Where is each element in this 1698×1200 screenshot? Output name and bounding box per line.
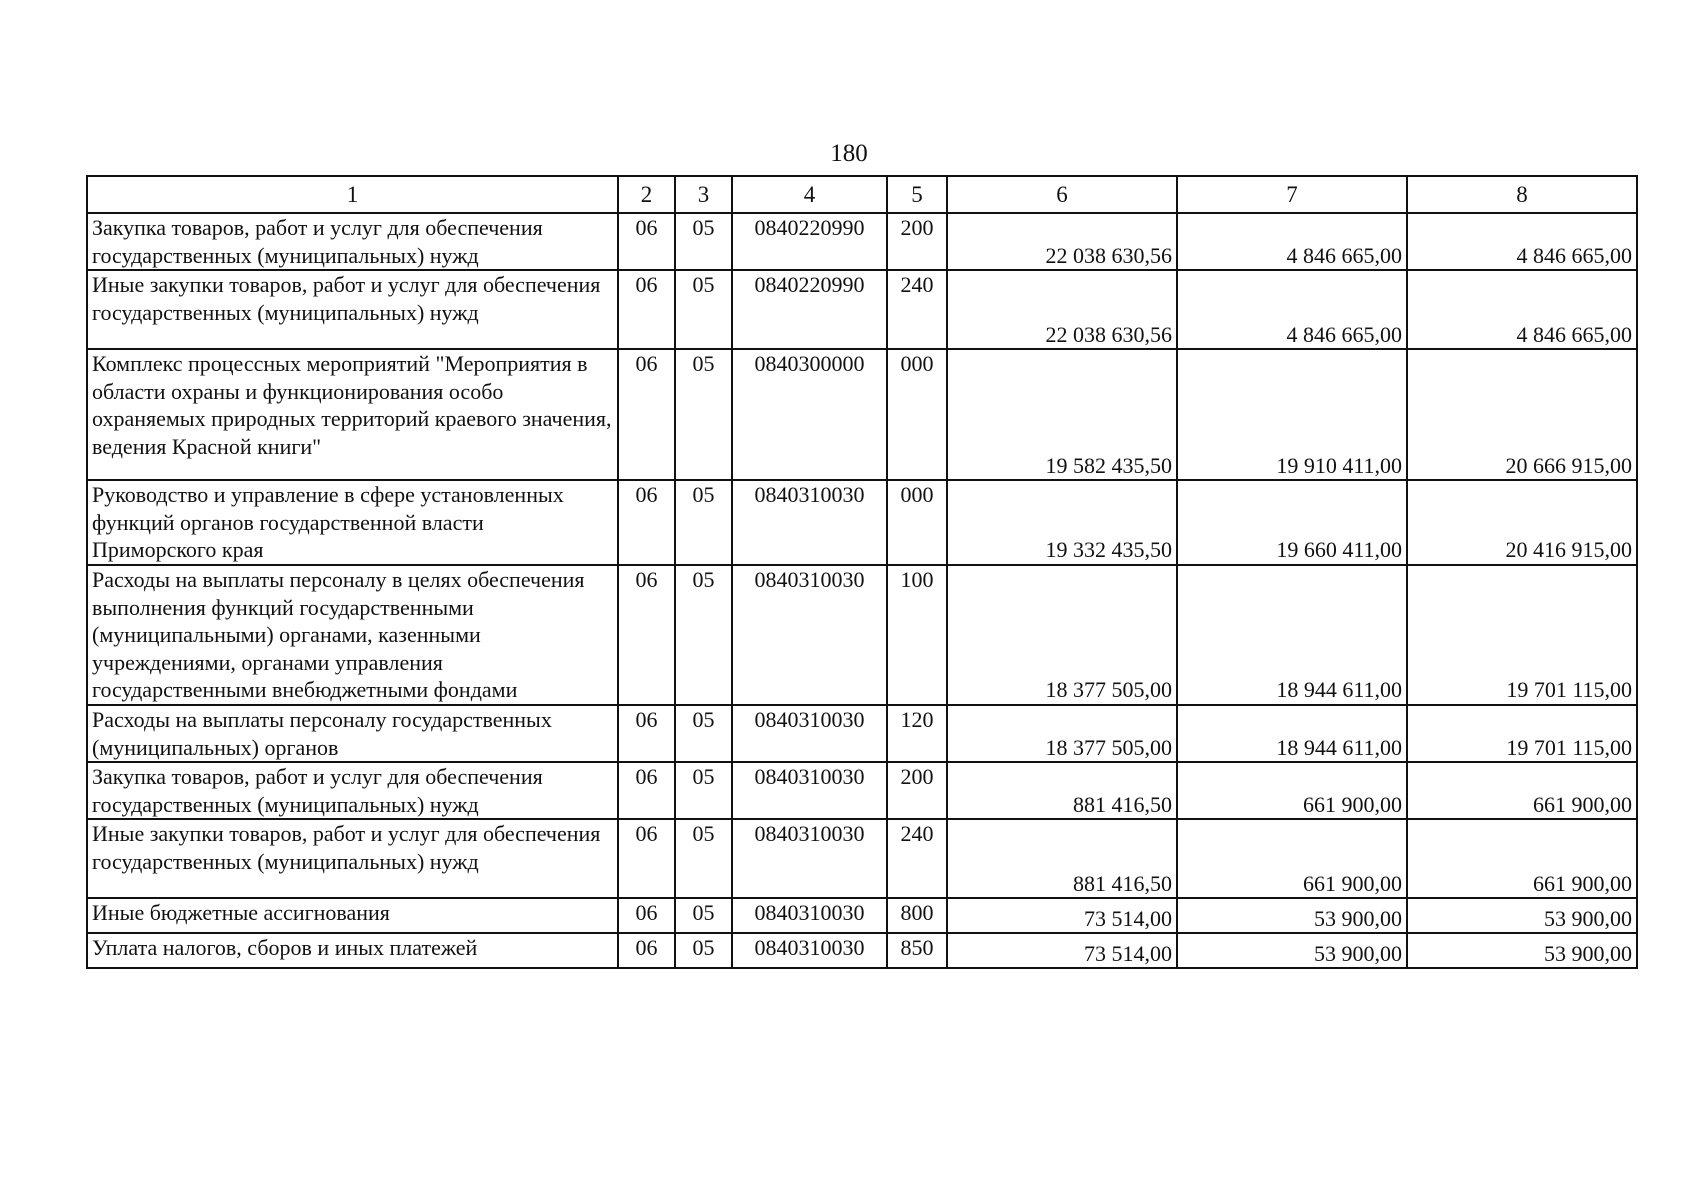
amount-col8-cell: 53 900,00 bbox=[1407, 933, 1637, 968]
target-article-cell: 0840310030 bbox=[732, 480, 887, 565]
amount-col6-cell: 22 038 630,56 bbox=[947, 213, 1177, 270]
amount-col6-cell: 19 582 435,50 bbox=[947, 349, 1177, 480]
amount-col7-cell: 18 944 611,00 bbox=[1177, 705, 1407, 762]
expense-type-cell: 200 bbox=[887, 762, 947, 819]
amount-col6-cell: 18 377 505,00 bbox=[947, 705, 1177, 762]
table-row bbox=[87, 480, 1637, 565]
expense-type-cell: 800 bbox=[887, 898, 947, 933]
expense-type-cell: 100 bbox=[887, 565, 947, 705]
amount-col7-cell: 4 846 665,00 bbox=[1177, 213, 1407, 270]
table-row bbox=[87, 819, 1637, 898]
section-code-cell: 06 bbox=[618, 213, 675, 270]
row-name-cell: Закупка товаров, работ и услуг для обеспечения государственных (муниципальных) нужд bbox=[87, 762, 618, 819]
amount-col8-cell: 19 701 115,00 bbox=[1407, 705, 1637, 762]
subsection-code-cell: 05 bbox=[675, 213, 732, 270]
expense-type-cell: 120 bbox=[887, 705, 947, 762]
column-header-3: 3 bbox=[675, 176, 732, 213]
amount-col6-cell: 19 332 435,50 bbox=[947, 480, 1177, 565]
subsection-code-cell: 05 bbox=[675, 565, 732, 705]
section-code-cell: 06 bbox=[618, 349, 675, 480]
table-row bbox=[87, 933, 1637, 968]
table-row bbox=[87, 762, 1637, 819]
section-code-cell: 06 bbox=[618, 898, 675, 933]
amount-col8-cell: 20 416 915,00 bbox=[1407, 480, 1637, 565]
section-code-cell: 06 bbox=[618, 480, 675, 565]
amount-col7-cell: 53 900,00 bbox=[1177, 898, 1407, 933]
budget-table bbox=[86, 175, 1638, 969]
amount-col8-cell: 19 701 115,00 bbox=[1407, 565, 1637, 705]
subsection-code-cell: 05 bbox=[675, 933, 732, 968]
table-row bbox=[87, 565, 1637, 705]
subsection-code-cell: 05 bbox=[675, 819, 732, 898]
target-article-cell: 0840310030 bbox=[732, 933, 887, 968]
row-name-cell: Иные закупки товаров, работ и услуг для обеспечения государственных (муниципальных) нужд bbox=[87, 270, 618, 349]
column-header-1: 1 bbox=[87, 176, 618, 213]
amount-col7-cell: 661 900,00 bbox=[1177, 762, 1407, 819]
amount-col7-cell: 18 944 611,00 bbox=[1177, 565, 1407, 705]
section-code-cell: 06 bbox=[618, 270, 675, 349]
target-article-cell: 0840220990 bbox=[732, 270, 887, 349]
row-name-cell: Руководство и управление в сфере установленных функций органов государственной власти Приморского края bbox=[87, 480, 618, 565]
amount-col8-cell: 661 900,00 bbox=[1407, 762, 1637, 819]
section-code-cell: 06 bbox=[618, 705, 675, 762]
section-code-cell: 06 bbox=[618, 762, 675, 819]
row-name-cell: Иные закупки товаров, работ и услуг для обеспечения государственных (муниципальных) нужд bbox=[87, 819, 618, 898]
amount-col7-cell: 661 900,00 bbox=[1177, 819, 1407, 898]
row-name-cell: Закупка товаров, работ и услуг для обеспечения государственных (муниципальных) нужд bbox=[87, 213, 618, 270]
page-number: 180 bbox=[830, 140, 868, 167]
target-article-cell: 0840310030 bbox=[732, 705, 887, 762]
column-header-8: 8 bbox=[1407, 176, 1637, 213]
target-article-cell: 0840310030 bbox=[732, 565, 887, 705]
amount-col6-cell: 18 377 505,00 bbox=[947, 565, 1177, 705]
amount-col7-cell: 53 900,00 bbox=[1177, 933, 1407, 968]
target-article-cell: 0840220990 bbox=[732, 213, 887, 270]
subsection-code-cell: 05 bbox=[675, 705, 732, 762]
column-header-7: 7 bbox=[1177, 176, 1407, 213]
amount-col8-cell: 4 846 665,00 bbox=[1407, 213, 1637, 270]
column-header-5: 5 bbox=[887, 176, 947, 213]
table-row bbox=[87, 898, 1637, 933]
subsection-code-cell: 05 bbox=[675, 480, 732, 565]
amount-col6-cell: 881 416,50 bbox=[947, 819, 1177, 898]
target-article-cell: 0840310030 bbox=[732, 819, 887, 898]
amount-col8-cell: 4 846 665,00 bbox=[1407, 270, 1637, 349]
amount-col7-cell: 19 660 411,00 bbox=[1177, 480, 1407, 565]
amount-col7-cell: 19 910 411,00 bbox=[1177, 349, 1407, 480]
table-row bbox=[87, 213, 1637, 270]
row-name-cell: Иные бюджетные ассигнования bbox=[87, 898, 618, 933]
amount-col6-cell: 73 514,00 bbox=[947, 898, 1177, 933]
section-code-cell: 06 bbox=[618, 819, 675, 898]
row-name-cell: Уплата налогов, сборов и иных платежей bbox=[87, 933, 618, 968]
amount-col8-cell: 53 900,00 bbox=[1407, 898, 1637, 933]
expense-type-cell: 000 bbox=[887, 349, 947, 480]
subsection-code-cell: 05 bbox=[675, 762, 732, 819]
amount-col7-cell: 4 846 665,00 bbox=[1177, 270, 1407, 349]
expense-type-cell: 000 bbox=[887, 480, 947, 565]
amount-col6-cell: 73 514,00 bbox=[947, 933, 1177, 968]
amount-col6-cell: 22 038 630,56 bbox=[947, 270, 1177, 349]
column-header-2: 2 bbox=[618, 176, 675, 213]
amount-col6-cell: 881 416,50 bbox=[947, 762, 1177, 819]
section-code-cell: 06 bbox=[618, 933, 675, 968]
row-name-cell: Комплекс процессных мероприятий "Мероприятия в области охраны и функционирования особо охраняемых природных территорий краевого значения, ведения Красной книги" bbox=[87, 349, 618, 480]
table-row bbox=[87, 270, 1637, 349]
target-article-cell: 0840300000 bbox=[732, 349, 887, 480]
header-row bbox=[87, 176, 1637, 213]
expense-type-cell: 240 bbox=[887, 270, 947, 349]
subsection-code-cell: 05 bbox=[675, 349, 732, 480]
amount-col8-cell: 661 900,00 bbox=[1407, 819, 1637, 898]
amount-col8-cell: 20 666 915,00 bbox=[1407, 349, 1637, 480]
target-article-cell: 0840310030 bbox=[732, 762, 887, 819]
row-name-cell: Расходы на выплаты персоналу государственных (муниципальных) органов bbox=[87, 705, 618, 762]
table-row bbox=[87, 705, 1637, 762]
target-article-cell: 0840310030 bbox=[732, 898, 887, 933]
table-row bbox=[87, 349, 1637, 480]
expense-type-cell: 240 bbox=[887, 819, 947, 898]
row-name-cell: Расходы на выплаты персоналу в целях обеспечения выполнения функций государственными (муниципальными) органами, казенными учреждениями, органами управления государственными внебюджетными фондами bbox=[87, 565, 618, 705]
column-header-4: 4 bbox=[732, 176, 887, 213]
column-header-6: 6 bbox=[947, 176, 1177, 213]
subsection-code-cell: 05 bbox=[675, 270, 732, 349]
expense-type-cell: 850 bbox=[887, 933, 947, 968]
section-code-cell: 06 bbox=[618, 565, 675, 705]
subsection-code-cell: 05 bbox=[675, 898, 732, 933]
expense-type-cell: 200 bbox=[887, 213, 947, 270]
